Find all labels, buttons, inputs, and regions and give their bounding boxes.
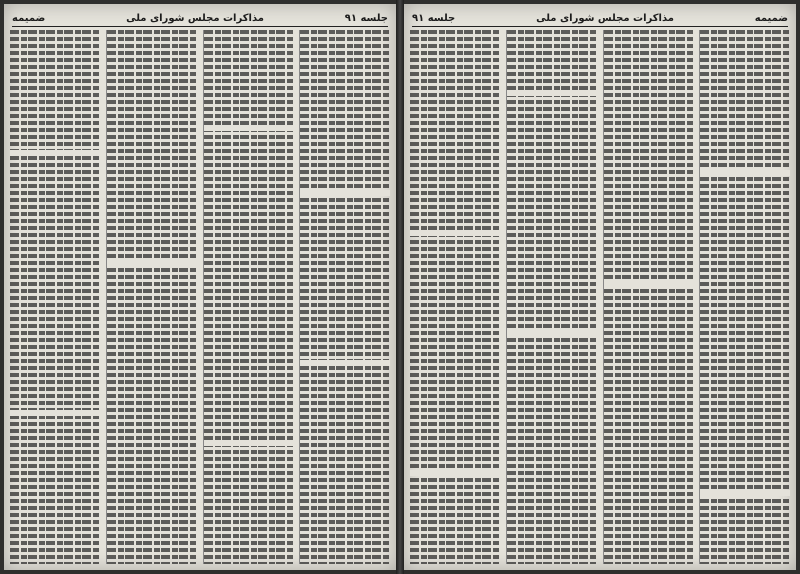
paragraph-gap — [700, 490, 790, 496]
text-lines — [604, 30, 694, 564]
paragraph-gap — [204, 125, 294, 131]
right-page-number: جلسه ۹۱ — [412, 12, 456, 24]
left-section-label: ضمیمه — [12, 12, 46, 24]
right-text-columns — [410, 30, 790, 564]
right-running-title: مذاکرات مجلس شورای ملی — [536, 12, 674, 24]
right-column-4 — [410, 30, 500, 564]
left-page-header — [12, 10, 388, 27]
paragraph-gap — [10, 410, 100, 416]
paragraph-gap — [700, 170, 790, 176]
right-page-header — [412, 10, 788, 27]
paragraph-gap — [410, 470, 500, 476]
right-column-2 — [603, 30, 694, 564]
right-column-1 — [699, 30, 790, 564]
left-column-2 — [203, 30, 294, 564]
right-section-label: ضمیمه — [754, 12, 788, 24]
left-column-4 — [10, 30, 100, 564]
left-page-number: جلسه ۹۱ — [344, 12, 388, 24]
book-gutter — [396, 0, 404, 574]
text-lines — [300, 30, 390, 564]
paragraph-gap — [10, 150, 100, 156]
paragraph-gap — [204, 440, 294, 446]
left-column-1 — [299, 30, 390, 564]
paragraph-gap — [604, 280, 694, 286]
paragraph-gap — [300, 360, 390, 366]
paragraph-gap — [300, 190, 390, 196]
paragraph-gap — [107, 260, 197, 266]
left-running-title: مذاکرات مجلس شورای ملی — [126, 12, 264, 24]
paragraph-gap — [507, 90, 597, 96]
text-lines — [107, 30, 197, 564]
text-lines — [204, 30, 294, 564]
left-text-columns — [10, 30, 390, 564]
right-page — [404, 4, 796, 570]
paragraph-gap — [507, 330, 597, 336]
right-column-3 — [506, 30, 597, 564]
text-lines — [507, 30, 597, 564]
left-page — [4, 4, 396, 570]
text-lines — [10, 30, 100, 564]
text-lines — [700, 30, 790, 564]
paragraph-gap — [410, 230, 500, 236]
text-lines — [410, 30, 500, 564]
left-column-3 — [106, 30, 197, 564]
